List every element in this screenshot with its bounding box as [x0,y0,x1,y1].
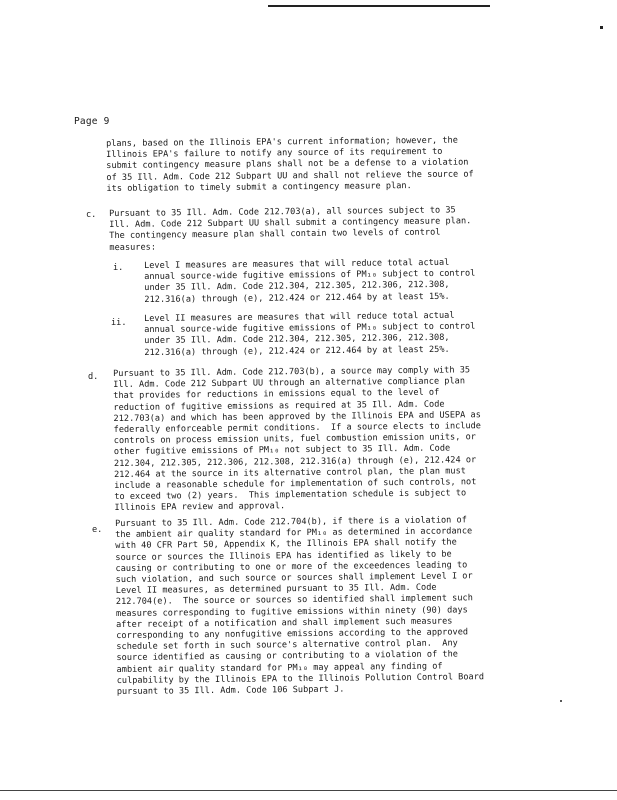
page-number: Page 9 [74,116,110,127]
text-line: Illinois EPA's failure to notify any source of its requirement to [106,146,443,161]
text-line: source identified as causing or contributing to a violation of the [116,649,458,664]
text-line: pursuant to 35 Ill. Adm. Code 106 Subpart J. [116,684,345,698]
section-d-paragraph [113,365,482,514]
text-line: other fugitive emissions of PM₁₀ not subject to 35 Ill. Adm. Code [113,443,451,458]
section-e-marker: e. [92,525,103,535]
text-line: controls on process emission units, fuel combustion emission units, or [113,432,476,447]
text-line: Ill. Adm. Code 212 Subpart UU through an alternative compliance plan [113,376,466,391]
text-line: its obligation to timely submit a contingency measure plan. [106,180,412,194]
text-line: with 40 CFR Part 50, Appendix K, the Illinois EPA shall notify the [115,537,457,552]
text-line: schedule set forth in such source's alternative control plan. Any [116,638,458,653]
text-line: culpability by the Illinois EPA to the Illinois Pollution Control Board [116,671,485,686]
text-line: Illinois EPA review and approval. [114,501,286,514]
text-line: that provides for reductions in emissions equal to the level of [113,387,440,402]
scan-bottom-rule [0,790,617,791]
text-line: Level II measures, as determined pursuant to 35 Ill. Adm. Code [115,582,437,597]
text-line: submit contingency measure plans shall not be a defense to a violation [106,157,469,172]
text-line: Level I measures are measures that will reduce total actual [144,257,450,271]
text-line: Pursuant to 35 Ill. Adm. Code 212.703(b), a source may comply with 35 [113,365,471,379]
text-line: after receipt of a notification and shall implement such measures [116,616,453,630]
scan-speck [600,26,603,29]
text-line: to exceed two (2) years. This implementation schedule is subject to [114,488,467,503]
text-line: reduction of fugitive emissions as required at 35 Ill. Adm. Code [113,399,445,413]
text-line: ambient air quality standard for PM₁₀ may appeal any finding of [116,661,443,675]
text-line: of 35 Ill. Adm. Code 212 Subpart UU and shall not relieve the source of [106,169,474,183]
text-line: the ambient air quality standard for PM₁₀ as determined in accordance [115,526,473,541]
text-line: measures: [109,242,157,253]
text-line: corresponding to any nonfugitive emissions according to the approved [116,627,469,642]
text-line: 212.316(a) through (e), 212.424 or 212.464 by at least 15%. [144,291,450,305]
text-line: plans, based on the Illinois EPA's current information; however, the [106,135,458,149]
section-c-paragraph [109,205,472,254]
text-line: under 35 Ill. Adm. Code 212.304, 212.305, 212.306, 212.308, [144,333,450,347]
text-line: The contingency measure plan shall contain two levels of control [109,227,441,242]
text-line: include a reasonable schedule for implementation of such controls, not [114,477,477,492]
text-line: 212.703(a) and which has been approved by the Illinois EPA and USEPA as [113,409,481,424]
text-line: annual source-wide fugitive emissions of PM₁₀ subject to control [144,321,476,336]
intro-paragraph [106,135,474,195]
scan-top-rule [268,5,490,7]
text-line: measures corresponding to fugitive emissions within ninety (90) days [115,604,468,619]
text-line: 212.464 at the source in its alternative control plan, the plan must [114,466,466,480]
text-line: 212.316(a) through (e), 212.424 or 212.464 by at least 25%. [144,344,450,358]
text-line: Level II measures are measures that will reduce total actual [144,310,455,324]
text-line: causing or contributing to one or more of the exceedences leading to [115,560,468,574]
scan-speck [560,700,562,702]
item-ii-paragraph [144,311,476,359]
section-d-marker: d. [88,372,99,382]
text-line: Pursuant to 35 Ill. Adm. Code 212.704(b), if there is a violation of [115,515,467,529]
text-line: 212.704(e). The source or sources so identified shall implement such [115,593,473,608]
text-line: such violation, and such source or sources shall implement Level I or [115,571,473,586]
section-e-paragraph [115,515,484,698]
section-c-marker: c. [86,210,97,220]
text-line: under 35 Ill. Adm. Code 212.304, 212.305, 212.306, 212.308, [144,280,450,294]
text-line: annual source-wide fugitive emissions of PM₁₀ subject to control [144,268,476,283]
text-line: Pursuant to 35 Ill. Adm. Code 212.703(a), all sources subject to 35 [109,205,456,219]
item-ii-marker: ii. [111,318,127,328]
text-line: Ill. Adm. Code 212 Subpart UU shall submit a contingency measure plan. [109,216,472,231]
text-line: federally enforceable permit conditions. If a source elects to include [113,421,482,436]
text-line: 212.304, 212.305, 212.306, 212.308, 212.316(a) through (e), 212.424 or [113,454,477,469]
text-line: source or sources the Illinois EPA has identified as likely to be [115,549,452,563]
item-i-paragraph [144,258,476,306]
item-i-marker: i. [113,263,124,273]
